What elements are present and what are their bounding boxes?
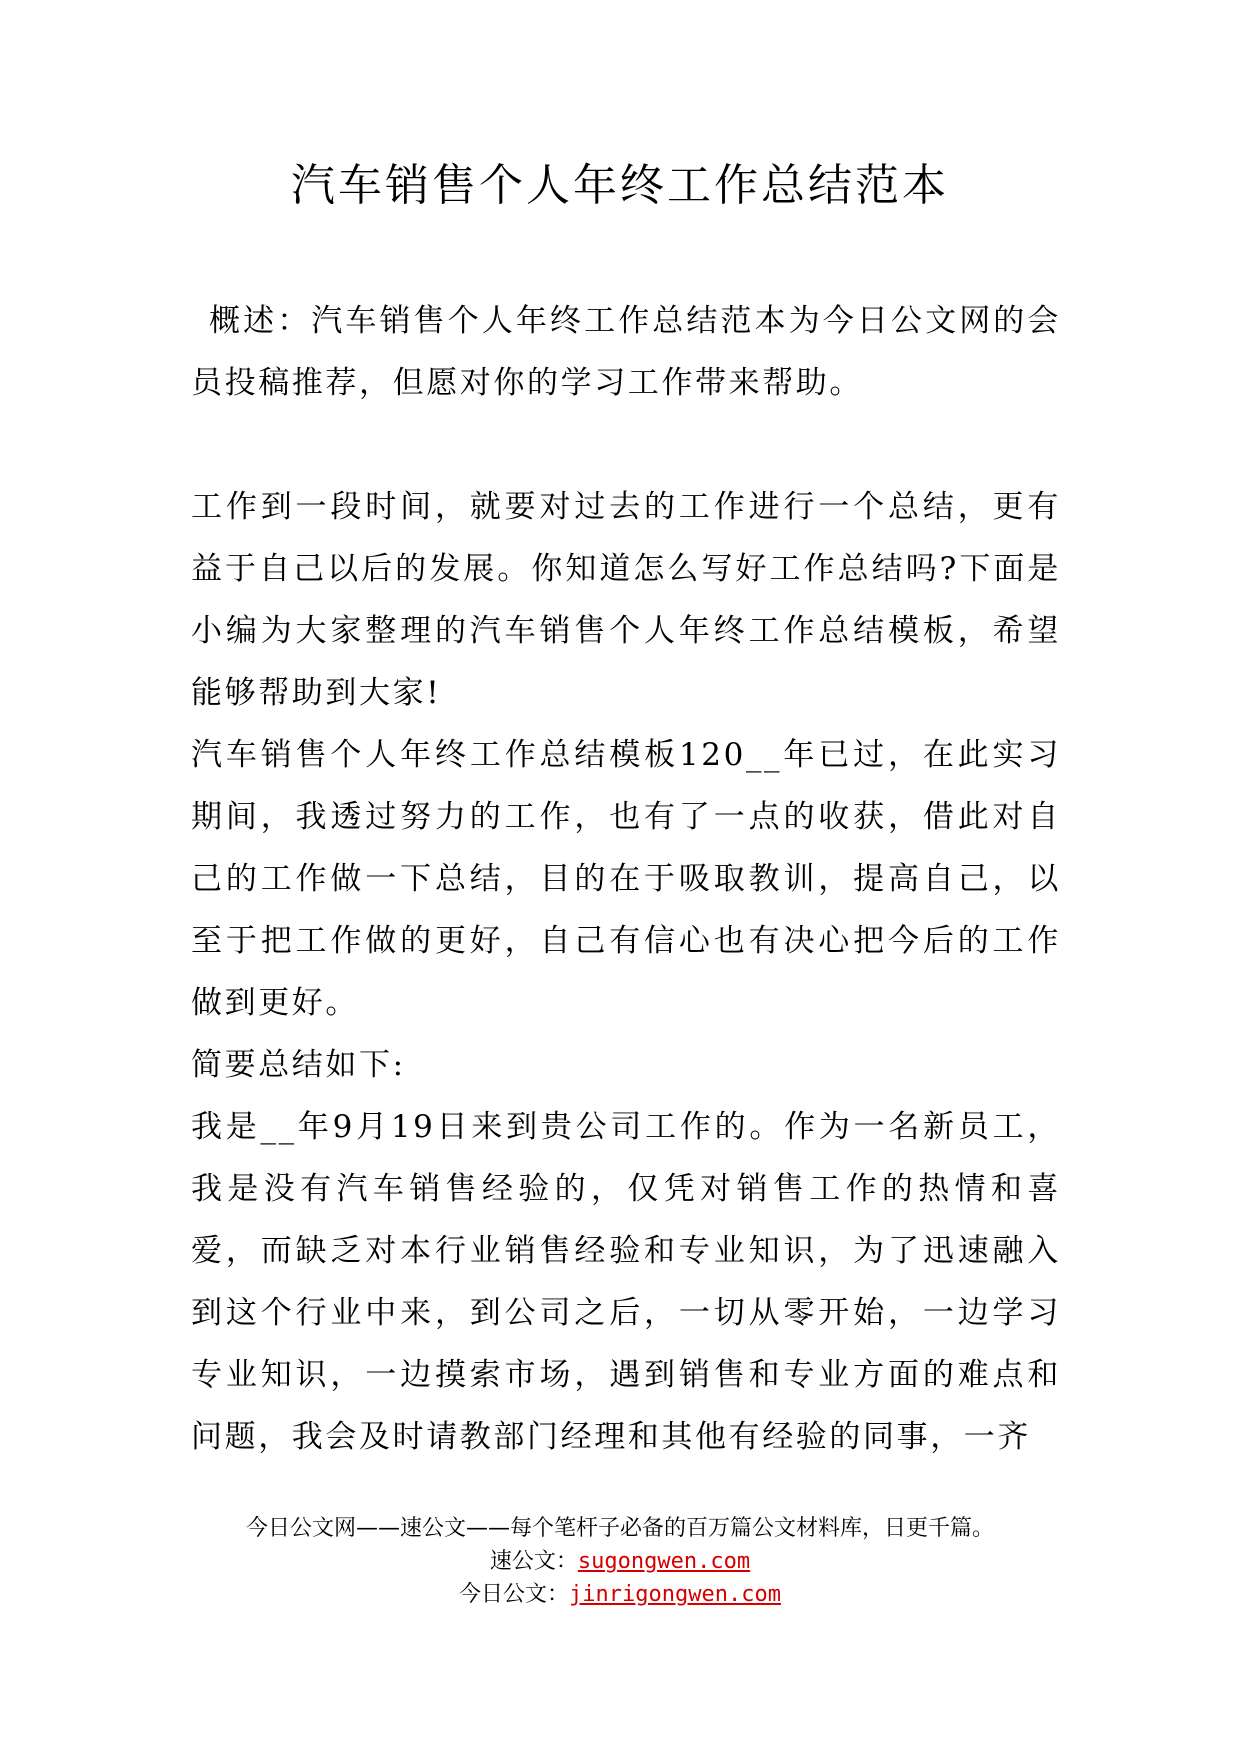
footer-site-line-1 xyxy=(0,1545,1240,1578)
summary-paragraph: 概述：汽车销售个人年终工作总结范本为今日公文网的会员投稿推荐，但愿对你的学习工作带来帮助。 xyxy=(191,303,1061,401)
document-body xyxy=(191,290,1061,1468)
footer-tagline: 今日公文网——速公文——每个笔杆子必备的百万篇公文材料库，日更千篇。 xyxy=(245,1516,994,1541)
body-paragraph: 工作到一段时间，就要对过去的工作进行一个总结，更有益于自己以后的发展。你知道怎么写好工作总结吗?下面是小编为大家整理的汽车销售个人年终工作总结模板，希望能够帮助到大家! xyxy=(191,489,1061,711)
footer-site1-label: 速公文： xyxy=(489,1549,578,1574)
page-title: 汽车销售个人年终工作总结范本 xyxy=(291,160,949,211)
footer-site2-label: 今日公文： xyxy=(459,1582,570,1607)
body-paragraph: 我是__年9月19日来到贵公司工作的。作为一名新员工，我是没有汽车销售经验的，仅凭对销售工作的热情和喜爱，而缺乏对本行业销售经验和专业知识，为了迅速融入到这个行业中来，到公司之后，一切从零开始，一边学习专业知识，一边摸索市场，遇到销售和专业方面的难点和问题，我会及时请教部门经理和其他有经验的同事，一齐 xyxy=(191,1109,1061,1455)
page-footer xyxy=(0,1512,1240,1611)
sugongwen-link[interactable]: sugongwen.com xyxy=(577,1549,751,1574)
jinrigongwen-link[interactable]: jinrigongwen.com xyxy=(569,1582,781,1607)
footer-site-line-2 xyxy=(0,1578,1240,1611)
body-paragraph: 汽车销售个人年终工作总结模板120__年已过，在此实习期间，我透过努力的工作，也有了一点的收获，借此对自己的工作做一下总结，目的在于吸取教训，提高自己，以至于把工作做的更好，自己有信心也有决心把今后的工作做到更好。 xyxy=(191,737,1061,1021)
body-paragraph: 简要总结如下: xyxy=(191,1047,406,1083)
